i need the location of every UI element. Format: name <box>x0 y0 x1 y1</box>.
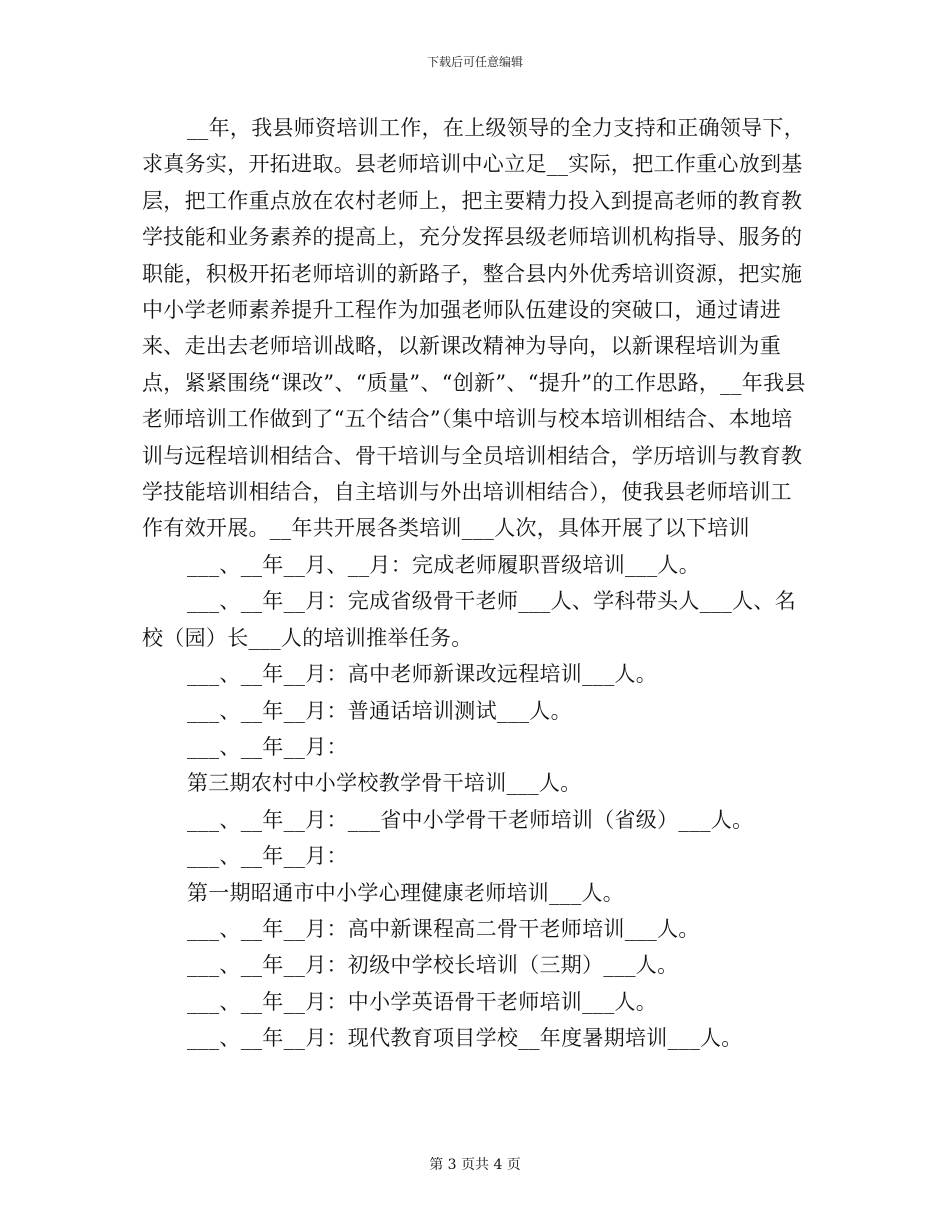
training-item: ___、__年__月：完成省级骨干老师___人、学科带头人___人、名校（园）长___人的培训推举任务。 <box>142 589 796 650</box>
training-item: ___、__年__月：高中老师新课改远程培训___人。 <box>187 662 658 687</box>
document-body <box>142 110 808 1057</box>
intro-paragraph: __年，我县师资培训工作，在上级领导的全力支持和正确领导下，求真务实，开拓进取。县老师培训中心立足__实际，把工作重心放到基层，把工作重点放在农村老师上，把主要精力投入到提高老师的教育教学技能和业务素养的提高上，充分发挥县级老师培训机构指导、服务的职能，积极开拓老师培训的新路子，整合县内外优秀培训资源，把实施中小学老师素养提升工程作为加强老师队伍建设的突破口，通过请进来、走出去老师培训战略，以新课改精神为导向，以新课程培训为重点，紧紧围绕“课改”、“质量”、“创新”、“提升”的工作思路，__年我县老师培训工作做到了“五个结合”（集中培训与校本培训相结合、本地培训与远程培训相结合、骨干培训与全员培训相结合，学历培训与教育教学技能培训相结合，自主培训与外出培训相结合），使我县老师培训工作有效开展。__年共开展各类培训___人次，具体开展了以下培训 <box>142 116 806 541</box>
training-item: ___、__年__月：普通话培训测试___人。 <box>187 698 572 723</box>
training-item: ___、__年__月：高中新课程高二骨干老师培训___人。 <box>187 916 700 941</box>
training-item: ___、__年__月：___省中小学骨干老师培训（省级）___人。 <box>187 807 754 832</box>
training-item: ___、__年__月： <box>187 844 348 869</box>
training-item: ___、__年__月、__月：完成老师履职晋级培训___人。 <box>187 552 700 577</box>
training-item: ___、__年__月：中小学英语骨干老师培训___人。 <box>187 989 658 1014</box>
training-item: ___、__年__月：现代教育项目学校__年度暑期培训___人。 <box>187 1026 743 1051</box>
page-header-note: 下载后可任意编辑 <box>426 55 523 69</box>
training-item: 第一期昭通市中小学心理健康老师培训___人。 <box>187 880 625 905</box>
training-item: ___、__年__月： <box>187 734 348 759</box>
page-footer-number: 第 3 页共 4 页 <box>429 1157 521 1173</box>
training-item: 第三期农村中小学校教学骨干培训___人。 <box>187 771 582 796</box>
training-item: ___、__年__月：初级中学校长培训（三期）___人。 <box>187 953 679 978</box>
